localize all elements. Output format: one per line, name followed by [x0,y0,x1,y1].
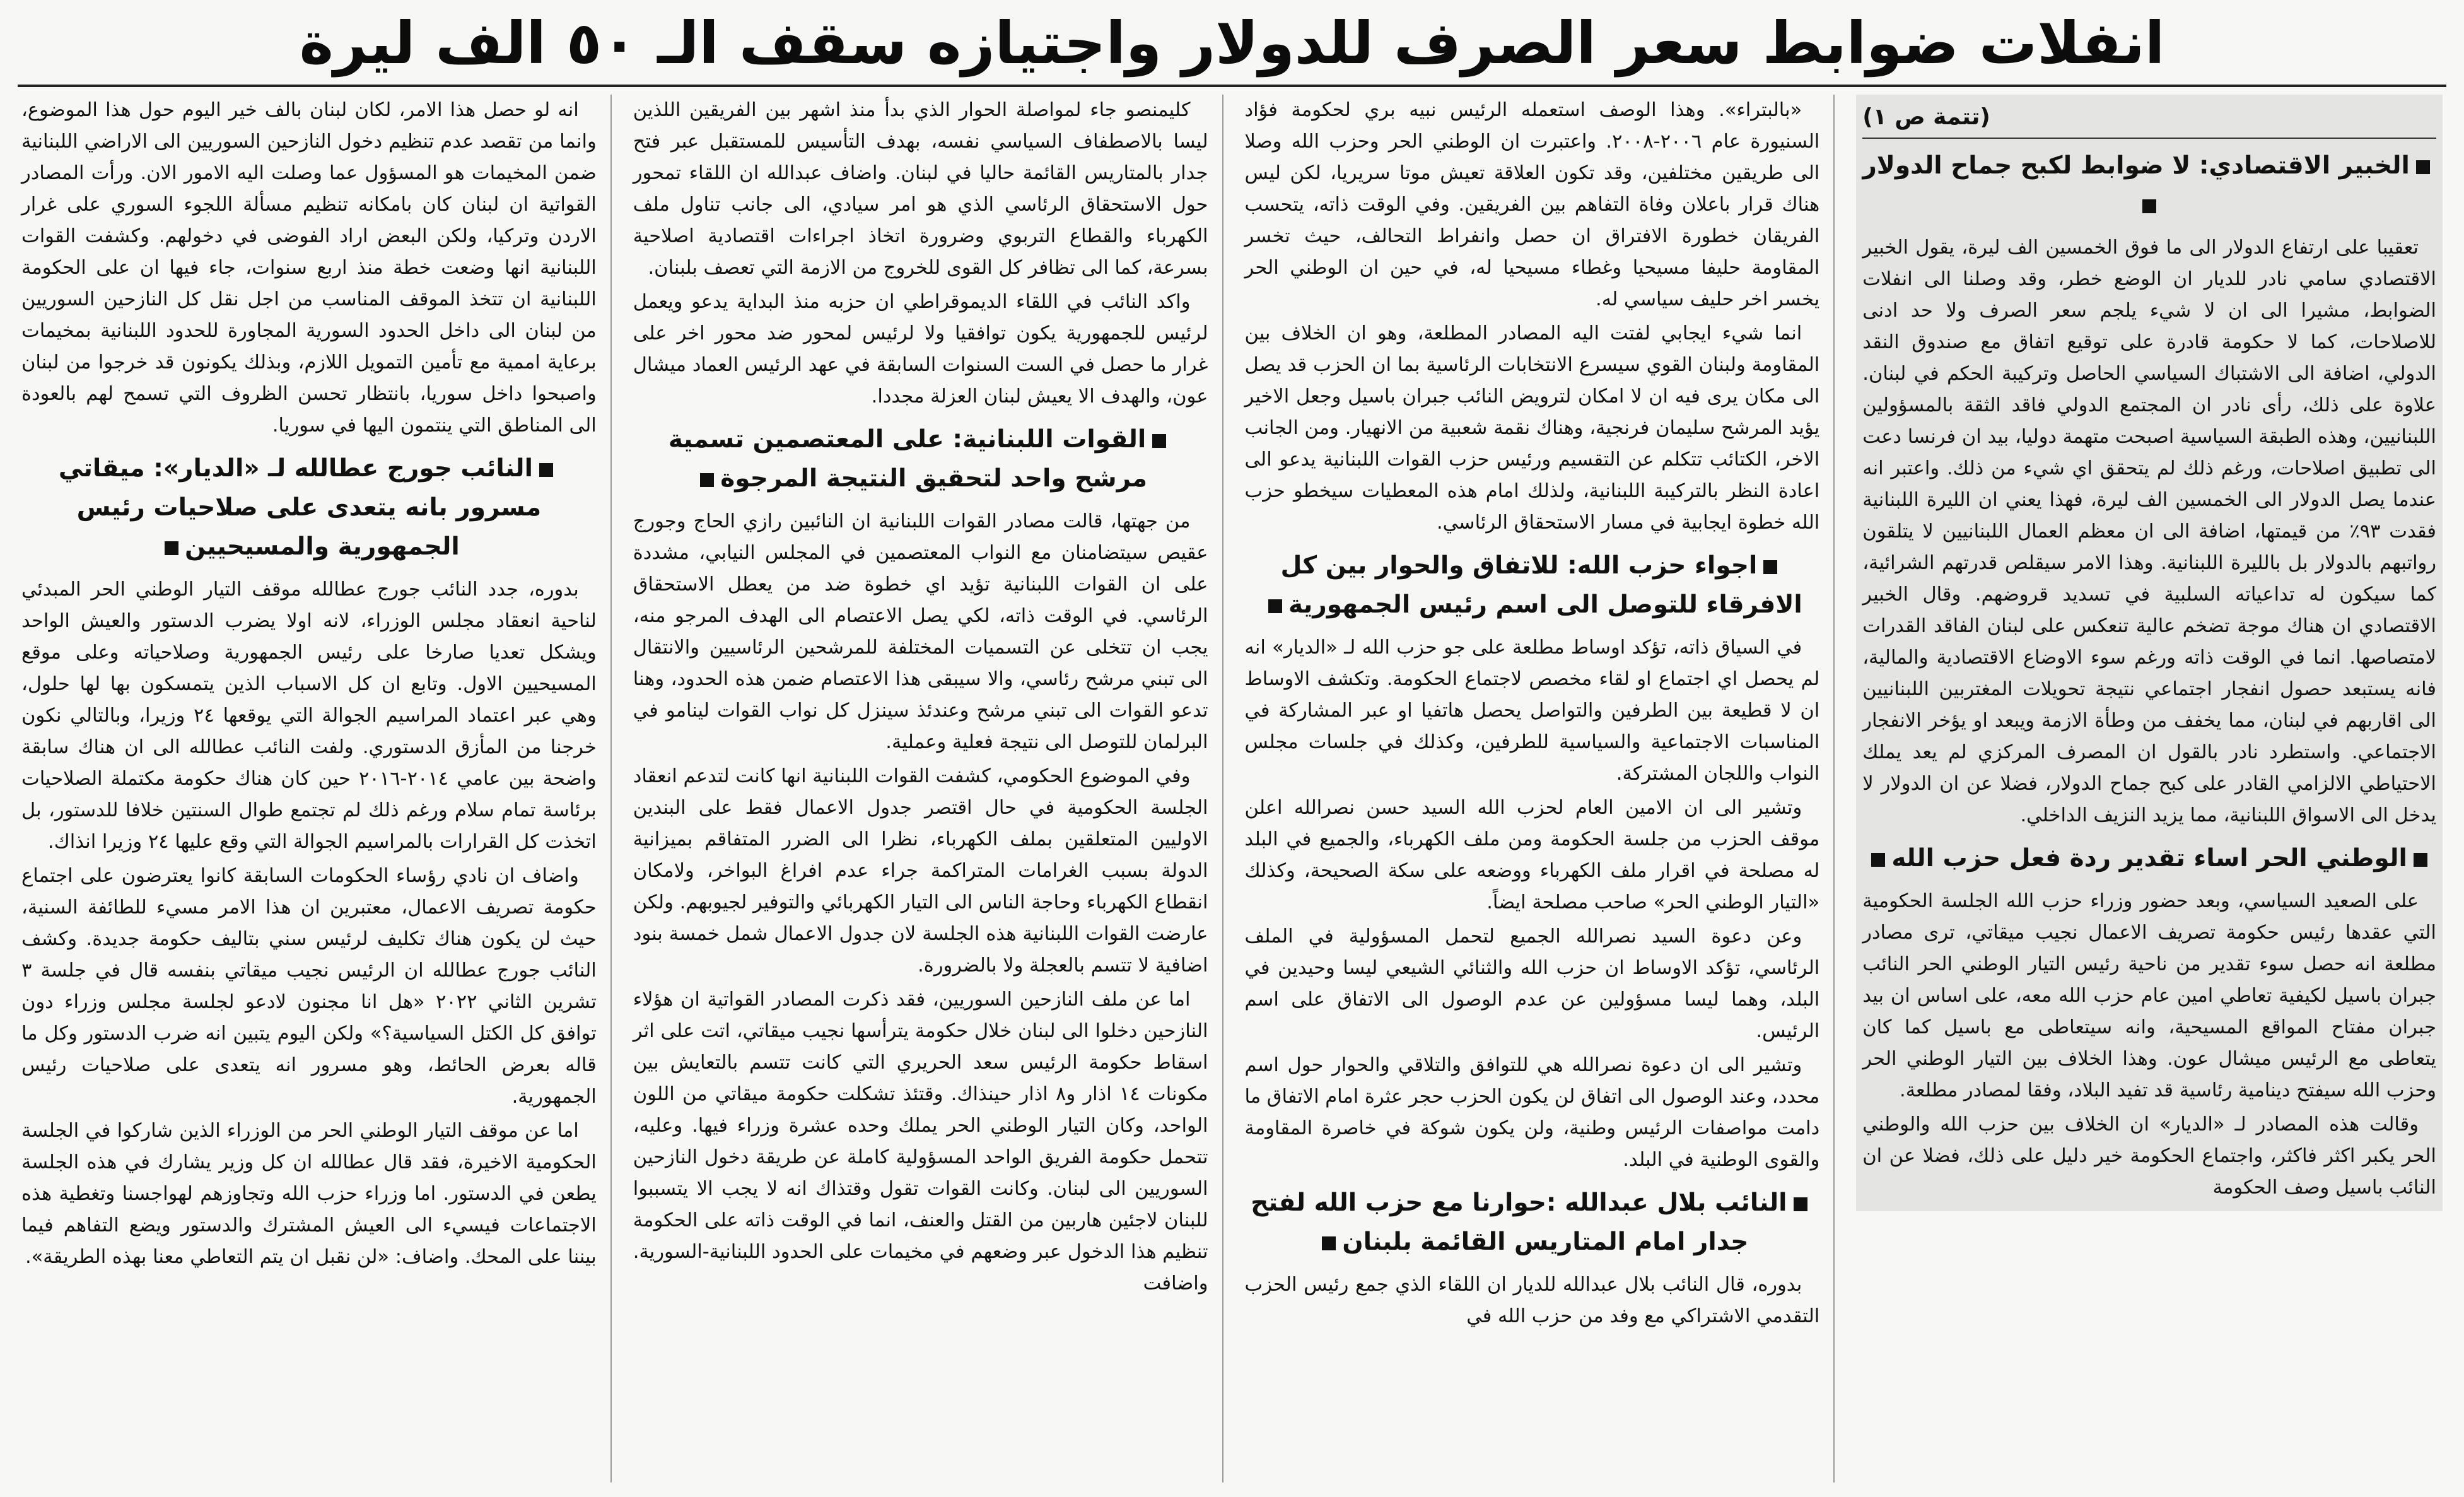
headline: انفلات ضوابط سعر الصرف للدولار واجتيازه سقف الـ ٥٠ الف ليرة [299,9,2165,77]
continued-label: (تتمة ص ١) [1862,100,2436,139]
column-3 [629,95,1223,1482]
subheading [1245,546,1820,625]
subheading-text: اجواء حزب الله: للاتفاق والحوار بين كل الافرقاء للتوصل الى اسم رئيس الجمهورية [1280,551,1802,619]
square-bullet-icon [1871,853,1885,867]
paragraph: واكد النائب في اللقاء الديموقراطي ان حزبه منذ البداية يدعو ويعمل لرئيس للجمهورية يكون توافقيا ولا لرئيس لمحور ضد محور اخر على غرار ما حصل في الست السنوات السابقة في عهد الرئيس العماد ميشال عون، والهدف الا يعيش لبنان العزلة مجددا. [633,291,1208,408]
square-bullet-icon [539,463,553,477]
headline-rule [18,85,2446,87]
paragraph: وتشير الى ان دعوة نصرالله هي للتوافق والتلاقي والحوار حول اسم محدد، وعند الوصول الى اتفاق لن يكون الحزب حجر عثرة امام الاتفاق ما دامت مواصفات الرئيس وطنية، ولن يكون شوكة في خاصرة المقاومة والقوى الوطنية في البلد. [1244,1054,1820,1171]
subheading [633,420,1208,498]
col1-boxed-section [1856,95,2443,1211]
square-bullet-icon [1152,434,1166,448]
column-2 [1241,95,1835,1482]
subheading-text: القوات اللبنانية: على المعتصمين تسمية مرشح واحد لتحقيق النتيجة المرجوة [668,425,1148,493]
square-bullet-icon [700,473,714,487]
square-bullet-icon [2416,160,2430,174]
paragraph: وقالت هذه المصادر لـ «الديار» ان الخلاف بين حزب الله والوطني الحر يكبر اكثر فاكثر، واجتماع الحكومة خير دليل على ذلك، فضلا عن ان النائب باسيل وصف الحكومة [1862,1113,2436,1199]
article-columns [18,95,2446,1482]
paragraph: كليمنصو جاء لمواصلة الحوار الذي بدأ منذ اشهر بين الفريقين اللذين ليسا بالاصطفاف السياسي نفسه، بهدف التأسيس للمستقبل عبر فتح جدار بالمتاريس القائمة حاليا في لبنان. واضاف عبدالله ان اللقاء تمحور حول الاستحقاق الرئاسي الذي هو امر سيادي، الى جانب تناول ملف الكهرباء والقطاع التربوي وضرورة اتخاذ اجراءات اقتصادية اصلاحية بسرعة، كما الى تظافر كل القوى للخروج من الازمة التي تعصف بلبنان. [633,99,1208,279]
column-1 [1852,95,2446,1482]
paragraph: اما عن موقف التيار الوطني الحر من الوزراء الذين شاركوا في الجلسة الحكومية الاخيرة، فقد قال عطالله ان كل وزير يشارك في هذه الجلسة يطعن في الدستور. اما وزراء حزب الله وتجاوزهم لهواجسنا وتغطية هذه الاجتماعات فيسيء الى العيش المشترك والدستور ويضع التفاهم فيما بيننا على المحك. واضاف: «لن نقبل ان يتم التعاطي معنا بهذه الطريقة». [21,1120,597,1268]
paragraph: اما عن ملف النازحين السوريين، فقد ذكرت المصادر القواتية ان هؤلاء النازحين دخلوا الى لبنان خلال حكومة يترأسها نجيب ميقاتي، اتت على اثر اسقاط حكومة الرئيس سعد الحريري التي كانت تتسم بالتعايش بين مكونات ١٤ اذار و٨ اذار حينذاك. وقتئذ تشكلت حكومة ميقاتي من اللون الواحد، وكان التيار الوطني الحر يملك وحده عشرة وزراء فيها. وعليه، تتحمل حكومة الفريق الواحد المسؤولية كاملة عن طريقة دخول النازحين السوريين الى لبنان. وكانت القوات تقول وقتذاك انه لا يجب الا يتسببوا للبنان لاجئين هاربين من القتل والعنف، انما في الوقت ذاته على الحكومة تنظيم هذا الدخول عبر وضعهم في مخيمات على الحدود اللبنانية-السورية. واضافت [633,989,1208,1294]
paragraph: بدوره، قال النائب بلال عبدالله للديار ان اللقاء الذي جمع رئيس الحزب التقدمي الاشتراكي مع وفد من حزب الله في [1244,1274,1820,1327]
square-bullet-icon [2414,853,2427,867]
paragraph: انما شيء ايجابي لفتت اليه المصادر المطلعة، وهو ان الخلاف بين المقاومة ولبنان القوي سيسرع الانتخابات الرئاسية بما ان الحزب قد يصل الى مكان يرى فيه ان لا امكان لترويض النائب جبران باسيل وجعل الاخير يؤيد المرشح سليمان فرنجية، وهناك نقمة شعبية من الانهيار. ومن الجانب الاخر، الكتائب تتكلم عن التقسيم ورئيس حزب القوات اللبنانية يدعو الى اعادة النظر بالتركيبة اللبنانية، ولذلك امام هذه المعطيات سيخطو حزب الله خطوة ايجابية في مسار الاستحقاق الرئاسي. [1244,322,1820,534]
paragraph: واضاف ان نادي رؤساء الحكومات السابقة كانوا يعترضون على اجتماع حكومة تصريف الاعمال، معتبرين ان هذا الامر مسيء للطائفة السنية، حيث لن يكون هناك تكليف لرئيس سني بتاليف حكومة جديدة. وكشف النائب جورج عطالله ان الرئيس نجيب ميقاتي بنفسه قال في جلسة ٣ تشرين الثاني ٢٠٢٢ «هل انا مجنون لادعو لجلسة مجلس وزراء دون توافق كل الكتل السياسية؟» ولكن اليوم يتبين انه ضرب الدستور وكل ما قاله بعرض الحائط، وهو مسرور انه يتعدى على صلاحيات رئيس الجمهورية. [21,865,597,1108]
subheading-text: النائب بلال عبدالله :حوارنا مع حزب الله لفتح جدار امام المتاريس القائمة بلبنان [1251,1189,1787,1256]
subheading-text: الوطني الحر اساء تقدير ردة فعل حزب الله [1891,844,2407,872]
paragraph: في السياق ذاته، تؤكد اوساط مطلعة على جو حزب الله لـ «الديار» انه لم يحصل اي اجتماع او لقاء مخصص لاجتماع الحكومة. وتكشف الاوساط ان لا قطيعة بين الطرفين والتواصل يحصل هاتفيا او عبر المشاركة في المناسبات الاجتماعية والسياسية للطرفين، وكذلك في جلسات مجلس النواب واللجان المشتركة. [1244,637,1820,785]
paragraph: بدوره، جدد النائب جورج عطالله موقف التيار الوطني الحر المبدئي لناحية انعقاد مجلس الوزراء، لانه اولا يضرب الدستور والعيش الواحد ويشكل تعديا صارخا على رئيس الجمهورية وصلاحياته وعلى موقع المسيحيين الاول. وتابع ان كل الاسباب الذين يتمسكون بها لها حلول، وهي عبر اعتماد المراسيم الجوالة التي يوقعها ٢٤ وزيرا، وبالتالي نكون خرجنا من المأزق الدستوري. ولفت النائب عطالله الى ان هناك سابقة واضحة بين عامي ٢٠١٤-٢٠١٦ حين كان هناك حكومة مكتملة الصلاحيات برئاسة تمام سلام ورغم ذلك لم تجتمع طوال السنتين خلافا للدستور، بل اتخذت كل القرارات بالمراسيم الجوالة التي وقع عليها ٢٤ وزيرا انذاك. [21,578,597,853]
paragraph: وتشير الى ان الامين العام لحزب الله السيد حسن نصرالله اعلن موقف الحزب من جلسة الحكومة ومن ملف الكهرباء، والجميع في البلد له مصلحة في اقرار ملف الكهرباء ووضعه على سكة الصحيحة، وكذلك «التيار الوطني الحر» صاحب مصلحة ايضاً. [1244,797,1820,913]
subheading [21,449,597,567]
square-bullet-icon [1794,1197,1807,1211]
paragraph: انه لو حصل هذا الامر، لكان لبنان بالف خير اليوم حول هذا الموضوع، وانما من تقصد عدم تنظيم دخول النازحين السوريين الى الاراضي اللبنانية ضمن المخيمات هو المسؤول عما وصلت اليه الامور الان. ورأت المصادر القواتية ان لبنان كان بامكانه تنظيم مسألة اللجوء السوري على غرار الاردن وتركيا، ولكن البعض اراد الفوضى في دخولهم. وكشفت القوات اللبنانية انها وضعت خطة منذ اربع سنوات، جاء فيها ان على الحكومة اللبنانية ان تتخذ الموقف المناسب من اجل نقل كل النازحين السوريين من لبنان الى داخل الحدود السورية المجاورة للحدود اللبنانية بمخيمات برعاية اممية مع تأمين التمويل اللازم، وبذلك يكونون قد خرجوا من لبنان واصبحوا داخل سوريا، بانتظار تحسن الظروف التي تسمح لهم بالعودة الى المناطق التي ينتمون اليها في سوريا. [21,99,597,437]
square-bullet-icon [165,541,178,555]
paragraph: وعن دعوة السيد نصرالله الجميع لتحمل المسؤولية في الملف الرئاسي، تؤكد الاوساط ان حزب الله والثنائي الشيعي ليسا وحيدين في البلد، وهما ليسا مسؤولين عن عدم الوصول الى الاتفاق على اسم الرئيس. [1244,925,1820,1042]
square-bullet-icon [1763,560,1777,574]
subheading [1245,1183,1820,1262]
subheading-text: النائب جورج عطالله لـ «الديار»: ميقاتي مسرور بانه يتعدى على صلاحيات رئيس الجمهورية والمسيحيين [58,454,542,561]
paragraph: وفي الموضوع الحكومي، كشفت القوات اللبنانية انها كانت لتدعم انعقاد الجلسة الحكومية في حال اقتصر جدول الاعمال فقط على البندين الاوليين المتعلقين بملف الكهرباء، نظرا الى الضرر المتفاقم بميزانية الدولة بسبب الغرامات المتراكمة جراء عدم افراغ البواخر، ولامكان انقطاع الكهرباء وحاجة الناس الى التيار الكهربائي والتوفير لجيوبهم. ولكن عارضت القوات اللبنانية هذه الجلسة لان جدول الاعمال شمل خمسة بنود اضافية لا تتسم بالعجلة ولا بالضرورة. [633,765,1208,977]
square-bullet-icon [1322,1236,1336,1250]
subheading [1862,839,2436,878]
subheading-text: الخبير الاقتصادي: لا ضوابط لكبح جماح الدولار [1862,151,2410,180]
paragraph: من جهتها، قالت مصادر القوات اللبنانية ان النائبين رازي الحاج وجورج عقيص سيتضامنان مع النواب المعتصمين في المجلس النيابي، مشددة على ان القوات اللبنانية تؤيد اي خطوة ضد من يعطل الاستحقاق الرئاسي. في الوقت ذاته، لكي يصل الاعتصام الى الهدف المرجو منه، يجب ان تتخلى عن التسميات المختلفة للمرشحين الرئاسيين والانتقال الى تبني مرشح رئاسي، والا سيبقى هذا الاعتصام ضمن هذه الحدود، وهنا تدعو القوات الى تبني مرشح وعندئذ سينزل كل نواب القوات لينامو في البرلمان للتوصل الى نتيجة فعلية وعملية. [633,510,1208,753]
paragraph: على الصعيد السياسي، وبعد حضور وزراء حزب الله الجلسة الحكومية التي عقدها رئيس حكومة تصريف الاعمال نجيب ميقاتي، ترى مصادر مطلعة انه حصل سوء تقدير من ناحية رئيس التيار الوطني الحر النائب جبران باسيل لكيفية تعاطي امين عام حزب الله معه، على اساس ان بيد جبران مفتاح المواقع المسيحية، وانه سيتعاطى مع باسيل كما كان يتعاطى مع الرئيس ميشال عون. وهذا الخلاف بين التيار الوطني الحر وحزب الله سيفتح دينامية رئاسية قد تفيد البلاد، وفقا لمصادر مطلعة. [1862,890,2436,1101]
column-4 [18,95,612,1482]
subheading [1862,146,2436,225]
square-bullet-icon [1268,599,1282,613]
paragraph: «بالبتراء». وهذا الوصف استعمله الرئيس نبيه بري لحكومة فؤاد السنيورة عام ٢٠٠٦-٢٠٠٨. واعتبرت ان الوطني الحر وحزب الله وصلا الى طريقين مختلفين، وقد تكون العلاقة تعيش موتا سريريا، لكن ليس هناك قرار باعلان وفاة التفاهم بين الفريقين. وفي الوقت ذاته، يتحسب الفريقان خطورة الافتراق ان حصل وانفراط التحالف، حيث تخسر المقاومة حليفا مسيحيا وغطاء مسيحيا له، في حين ان الوطني الحر يخسر اخر حليف سياسي له. [1244,99,1820,310]
square-bullet-icon [2142,199,2156,213]
paragraph: تعقيبا على ارتفاع الدولار الى ما فوق الخمسين الف ليرة، يقول الخبير الاقتصادي سامي نادر للديار ان الوضع خطر، وقد وصلنا الى انفلات الضوابط، مشيرا الى ان لا شيء يلجم سعر الصرف ولا حد ادنى للاصلاحات، كما لا حكومة قادرة على توقيع اتفاق مع صندوق النقد الدولي، اضافة الى الاشتباك السياسي الحاصل وتركيبة الحكم في لبنان. علاوة على ذلك، رأى نادر ان المجتمع الدولي فاقد الثقة بالمسؤولين اللبنانيين، وهذه الطبقة السياسية اصبحت متهمة دوليا، بيد ان فرنسا دعت الى تطبيق اصلاحات، ورغم ذلك لم يتحقق اي شيء من ذلك. واعتبر انه عندما يصل الدولار الى الخمسين الف ليرة، فهذا يعني ان الليرة اللبنانية فقدت ٩٣٪ من قيمتها، اضافة الى ان معظم العمال اللبنانيين لا يتلقون رواتبهم بالدولار بل بالليرة اللبنانية. وهذا الامر سيقلص قدرتهم الشرائية، كما سيكون له تداعياته السلبية في تسديد قروضهم. وقال الخبير الاقتصادي ان هناك موجة تضخم عالية تنعكس على لبنان الفاقد القدرات لامتصاصها. انما في الوقت ذاته ورغم سوء الاوضاع الاقتصادية والمالية، فانه يستبعد حصول انفجار اجتماعي نتيجة تحويلات المغتربين اللبنانيين الى اقاربهم في لبنان، مما يخفف من وطأة الازمة ويبعد او يؤخر الانفجار الاجتماعي. واستطرد نادر بالقول ان المصرف المركزي لم يعد يملك الاحتياطي الالزامي القادر على كبح جماح الدولار، فضلا عن ان الدولار لا يدخل الى الاسواق اللبنانية، مما يزيد النزيف الداخلي. [1862,237,2436,826]
